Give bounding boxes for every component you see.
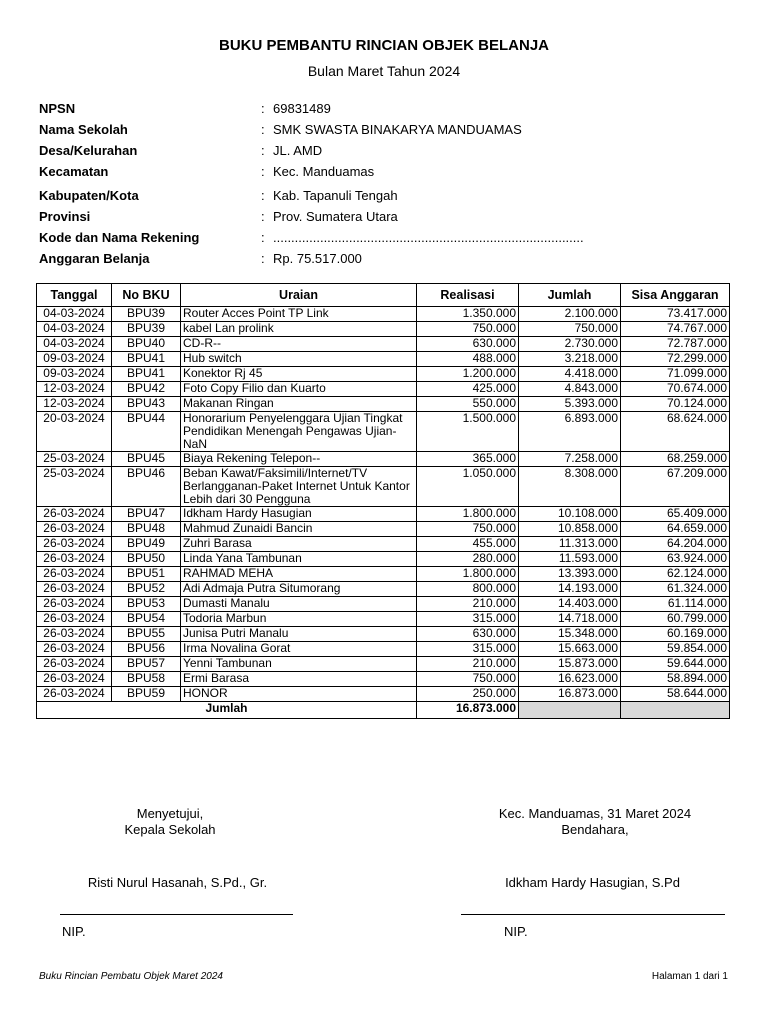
cell-tanggal: 26-03-2024 (37, 627, 112, 642)
cell-realisasi: 550.000 (417, 397, 519, 412)
header-uraian: Uraian (181, 284, 417, 307)
cell-uraian: Mahmud Zunaidi Bancin (181, 522, 417, 537)
cell-tanggal: 26-03-2024 (37, 582, 112, 597)
header-realisasi: Realisasi (417, 284, 519, 307)
cell-realisasi: 315.000 (417, 642, 519, 657)
info-label: Desa/Kelurahan (39, 143, 138, 158)
info-row-anggaran (39, 250, 739, 271)
cell-no-bku: BPU54 (112, 612, 181, 627)
cell-jumlah: 16.623.000 (519, 672, 621, 687)
footer-page-number: Halaman 1 dari 1 (651, 971, 728, 982)
cell-jumlah: 15.663.000 (519, 642, 621, 657)
cell-tanggal: 26-03-2024 (37, 507, 112, 522)
table-row (37, 537, 730, 552)
header-tanggal: Tanggal (37, 284, 112, 307)
table-row (37, 367, 730, 382)
cell-jumlah: 7.258.000 (519, 452, 621, 467)
treasurer-role: Bendahara, (561, 822, 629, 837)
cell-jumlah: 16.873.000 (519, 687, 621, 702)
cell-jumlah: 750.000 (519, 322, 621, 337)
table-row (37, 337, 730, 352)
cell-tanggal: 04-03-2024 (37, 307, 112, 322)
cell-uraian: Yenni Tambunan (181, 657, 417, 672)
cell-realisasi: 250.000 (417, 687, 519, 702)
cell-jumlah: 3.218.000 (519, 352, 621, 367)
cell-jumlah: 11.593.000 (519, 552, 621, 567)
cell-no-bku: BPU46 (112, 467, 181, 507)
table-row (37, 412, 730, 452)
cell-sisa-anggaran: 74.767.000 (621, 322, 730, 337)
cell-sisa-anggaran: 59.854.000 (621, 642, 730, 657)
info-colon: : (261, 188, 265, 203)
header-jumlah: Jumlah (519, 284, 621, 307)
cell-tanggal: 20-03-2024 (37, 412, 112, 452)
cell-no-bku: BPU47 (112, 507, 181, 522)
info-value: ...................................................................................... (273, 230, 584, 245)
info-row-npsn (39, 100, 739, 121)
cell-tanggal: 26-03-2024 (37, 612, 112, 627)
table-body (37, 307, 730, 702)
info-value: Kab. Tapanuli Tengah (273, 188, 398, 203)
cell-tanggal: 04-03-2024 (37, 337, 112, 352)
expense-table (36, 283, 730, 719)
cell-realisasi: 488.000 (417, 352, 519, 367)
info-colon: : (261, 122, 265, 137)
cell-uraian: Biaya Rekening Telepon-- (181, 452, 417, 467)
info-label: Anggaran Belanja (39, 251, 150, 266)
cell-uraian: Foto Copy Filio dan Kuarto (181, 382, 417, 397)
cell-no-bku: BPU52 (112, 582, 181, 597)
cell-uraian: Irma Novalina Gorat (181, 642, 417, 657)
cell-realisasi: 1.050.000 (417, 467, 519, 507)
cell-jumlah: 5.393.000 (519, 397, 621, 412)
cell-sisa-anggaran: 60.169.000 (621, 627, 730, 642)
cell-uraian: Makanan Ringan (181, 397, 417, 412)
cell-jumlah: 8.308.000 (519, 467, 621, 507)
cell-sisa-anggaran: 60.799.000 (621, 612, 730, 627)
cell-uraian: Linda Yana Tambunan (181, 552, 417, 567)
cell-uraian: Junisa Putri Manalu (181, 627, 417, 642)
cell-no-bku: BPU41 (112, 352, 181, 367)
table-row (37, 582, 730, 597)
cell-tanggal: 26-03-2024 (37, 522, 112, 537)
table-row (37, 687, 730, 702)
cell-no-bku: BPU56 (112, 642, 181, 657)
cell-realisasi: 630.000 (417, 627, 519, 642)
info-row-desa (39, 142, 739, 163)
cell-sisa-anggaran: 68.259.000 (621, 452, 730, 467)
header-sisa-anggaran: Sisa Anggaran (621, 284, 730, 307)
cell-sisa-anggaran: 58.894.000 (621, 672, 730, 687)
cell-no-bku: BPU39 (112, 322, 181, 337)
table-header-row (37, 284, 730, 307)
treasurer-nip: NIP. (504, 924, 528, 939)
cell-sisa-anggaran: 64.659.000 (621, 522, 730, 537)
table-row (37, 382, 730, 397)
info-row-rekening (39, 229, 739, 250)
approval-role: Kepala Sekolah (124, 822, 216, 837)
cell-jumlah: 10.858.000 (519, 522, 621, 537)
table-row (37, 507, 730, 522)
treasurer-name: Idkham Hardy Hasugian, S.Pd (505, 875, 680, 890)
principal-nip: NIP. (62, 924, 86, 939)
cell-no-bku: BPU55 (112, 627, 181, 642)
cell-no-bku: BPU42 (112, 382, 181, 397)
cell-sisa-anggaran: 61.324.000 (621, 582, 730, 597)
cell-uraian: CD-R-- (181, 337, 417, 352)
cell-tanggal: 26-03-2024 (37, 672, 112, 687)
cell-no-bku: BPU48 (112, 522, 181, 537)
cell-uraian: HONOR (181, 687, 417, 702)
cell-jumlah: 14.403.000 (519, 597, 621, 612)
cell-tanggal: 26-03-2024 (37, 537, 112, 552)
cell-realisasi: 315.000 (417, 612, 519, 627)
info-colon: : (261, 164, 265, 179)
info-row-nama-sekolah (39, 121, 739, 142)
cell-sisa-anggaran: 72.299.000 (621, 352, 730, 367)
cell-uraian: Beban Kawat/Faksimili/Internet/TV Berlangganan-Paket Internet Untuk Kantor Lebih dari 30 Pengguna (181, 467, 417, 507)
info-colon: : (261, 251, 265, 266)
cell-tanggal: 26-03-2024 (37, 642, 112, 657)
approval-block (70, 806, 270, 838)
cell-realisasi: 280.000 (417, 552, 519, 567)
info-row-provinsi (39, 208, 739, 229)
cell-sisa-anggaran: 62.124.000 (621, 567, 730, 582)
info-value: Kec. Manduamas (273, 164, 375, 179)
cell-realisasi: 425.000 (417, 382, 519, 397)
cell-jumlah: 15.873.000 (519, 657, 621, 672)
table-row (37, 642, 730, 657)
cell-sisa-anggaran: 70.674.000 (621, 382, 730, 397)
cell-sisa-anggaran: 58.644.000 (621, 687, 730, 702)
table-row (37, 552, 730, 567)
info-value: Rp. 75.517.000 (273, 251, 362, 266)
cell-no-bku: BPU51 (112, 567, 181, 582)
cell-uraian: Router Acces Point TP Link (181, 307, 417, 322)
cell-tanggal: 09-03-2024 (37, 367, 112, 382)
total-realisasi: 16.873.000 (417, 702, 519, 719)
cell-sisa-anggaran: 73.417.000 (621, 307, 730, 322)
table-row (37, 467, 730, 507)
table-row (37, 627, 730, 642)
cell-uraian: Zuhri Barasa (181, 537, 417, 552)
table-row (37, 307, 730, 322)
cell-no-bku: BPU59 (112, 687, 181, 702)
header-no-bku: No BKU (112, 284, 181, 307)
cell-tanggal: 09-03-2024 (37, 352, 112, 367)
cell-no-bku: BPU44 (112, 412, 181, 452)
info-row-kecamatan (39, 163, 739, 184)
table-row (37, 397, 730, 412)
cell-realisasi: 630.000 (417, 337, 519, 352)
info-label: Kabupaten/Kota (39, 188, 139, 203)
info-colon: : (261, 101, 265, 116)
cell-realisasi: 455.000 (417, 537, 519, 552)
cell-sisa-anggaran: 65.409.000 (621, 507, 730, 522)
cell-realisasi: 800.000 (417, 582, 519, 597)
cell-realisasi: 365.000 (417, 452, 519, 467)
table-row (37, 612, 730, 627)
table-row (37, 597, 730, 612)
cell-uraian: Ermi Barasa (181, 672, 417, 687)
cell-realisasi: 1.200.000 (417, 367, 519, 382)
cell-no-bku: BPU39 (112, 307, 181, 322)
treasurer-block (480, 806, 710, 838)
total-sisa-empty (621, 702, 730, 719)
table-row (37, 452, 730, 467)
cell-tanggal: 26-03-2024 (37, 597, 112, 612)
cell-jumlah: 14.193.000 (519, 582, 621, 597)
cell-jumlah: 2.730.000 (519, 337, 621, 352)
cell-jumlah: 15.348.000 (519, 627, 621, 642)
cell-sisa-anggaran: 72.787.000 (621, 337, 730, 352)
treasurer-signature-line (461, 914, 725, 915)
info-label: Kode dan Nama Rekening (39, 230, 200, 245)
cell-realisasi: 750.000 (417, 522, 519, 537)
cell-tanggal: 04-03-2024 (37, 322, 112, 337)
cell-tanggal: 25-03-2024 (37, 467, 112, 507)
info-value: 69831489 (273, 101, 331, 116)
cell-realisasi: 1.500.000 (417, 412, 519, 452)
table-row (37, 352, 730, 367)
cell-no-bku: BPU40 (112, 337, 181, 352)
info-block (39, 100, 739, 271)
info-value: SMK SWASTA BINAKARYA MANDUAMAS (273, 122, 522, 137)
table-row (37, 322, 730, 337)
cell-no-bku: BPU58 (112, 672, 181, 687)
cell-sisa-anggaran: 70.124.000 (621, 397, 730, 412)
info-row-kabupaten (39, 187, 739, 208)
total-row (37, 702, 730, 719)
cell-sisa-anggaran: 71.099.000 (621, 367, 730, 382)
cell-uraian: kabel Lan prolink (181, 322, 417, 337)
cell-sisa-anggaran: 63.924.000 (621, 552, 730, 567)
cell-no-bku: BPU43 (112, 397, 181, 412)
info-value: Prov. Sumatera Utara (273, 209, 398, 224)
cell-uraian: Honorarium Penyelenggara Ujian Tingkat Pendidikan Menengah Pengawas Ujian-NaN (181, 412, 417, 452)
cell-jumlah: 13.393.000 (519, 567, 621, 582)
total-jumlah-empty (519, 702, 621, 719)
cell-no-bku: BPU50 (112, 552, 181, 567)
info-label: Nama Sekolah (39, 122, 128, 137)
table-row (37, 567, 730, 582)
cell-realisasi: 1.800.000 (417, 567, 519, 582)
cell-tanggal: 26-03-2024 (37, 657, 112, 672)
table-row (37, 522, 730, 537)
info-value: JL. AMD (273, 143, 323, 158)
cell-no-bku: BPU49 (112, 537, 181, 552)
cell-uraian: Hub switch (181, 352, 417, 367)
cell-jumlah: 4.843.000 (519, 382, 621, 397)
cell-no-bku: BPU45 (112, 452, 181, 467)
cell-tanggal: 12-03-2024 (37, 397, 112, 412)
cell-uraian: Dumasti Manalu (181, 597, 417, 612)
cell-jumlah: 11.313.000 (519, 537, 621, 552)
info-label: NPSN (39, 101, 76, 116)
table-row (37, 657, 730, 672)
footer-document-name: Buku Rincian Pembatu Objek Maret 2024 (39, 971, 223, 982)
total-label: Jumlah (37, 702, 417, 719)
cell-sisa-anggaran: 59.644.000 (621, 657, 730, 672)
principal-signature-line (60, 914, 293, 915)
cell-uraian: Konektor Rj 45 (181, 367, 417, 382)
cell-no-bku: BPU57 (112, 657, 181, 672)
cell-tanggal: 12-03-2024 (37, 382, 112, 397)
info-colon: : (261, 143, 265, 158)
cell-tanggal: 26-03-2024 (37, 552, 112, 567)
place-date: Kec. Manduamas, 31 Maret 2024 (498, 806, 692, 821)
cell-sisa-anggaran: 68.624.000 (621, 412, 730, 452)
cell-no-bku: BPU53 (112, 597, 181, 612)
cell-sisa-anggaran: 67.209.000 (621, 467, 730, 507)
cell-sisa-anggaran: 61.114.000 (621, 597, 730, 612)
approval-text: Menyetujui, (136, 806, 204, 821)
info-label: Kecamatan (39, 164, 109, 179)
cell-realisasi: 210.000 (417, 597, 519, 612)
cell-realisasi: 750.000 (417, 672, 519, 687)
cell-jumlah: 2.100.000 (519, 307, 621, 322)
cell-jumlah: 14.718.000 (519, 612, 621, 627)
cell-realisasi: 1.350.000 (417, 307, 519, 322)
document-subtitle: Bulan Maret Tahun 2024 (307, 63, 461, 79)
cell-realisasi: 750.000 (417, 322, 519, 337)
cell-no-bku: BPU41 (112, 367, 181, 382)
cell-uraian: Idkham Hardy Hasugian (181, 507, 417, 522)
principal-name: Risti Nurul Hasanah, S.Pd., Gr. (87, 875, 268, 890)
cell-uraian: Adi Admaja Putra Situmorang (181, 582, 417, 597)
cell-uraian: Todoria Marbun (181, 612, 417, 627)
cell-uraian: RAHMAD MEHA (181, 567, 417, 582)
info-colon: : (261, 209, 265, 224)
document-title: BUKU PEMBANTU RINCIAN OBJEK BELANJA (218, 37, 549, 54)
cell-jumlah: 6.893.000 (519, 412, 621, 452)
cell-tanggal: 26-03-2024 (37, 687, 112, 702)
cell-jumlah: 10.108.000 (519, 507, 621, 522)
cell-realisasi: 1.800.000 (417, 507, 519, 522)
cell-sisa-anggaran: 64.204.000 (621, 537, 730, 552)
cell-tanggal: 26-03-2024 (37, 567, 112, 582)
info-label: Provinsi (39, 209, 91, 224)
cell-realisasi: 210.000 (417, 657, 519, 672)
info-colon: : (261, 230, 265, 245)
cell-tanggal: 25-03-2024 (37, 452, 112, 467)
table-row (37, 672, 730, 687)
cell-jumlah: 4.418.000 (519, 367, 621, 382)
